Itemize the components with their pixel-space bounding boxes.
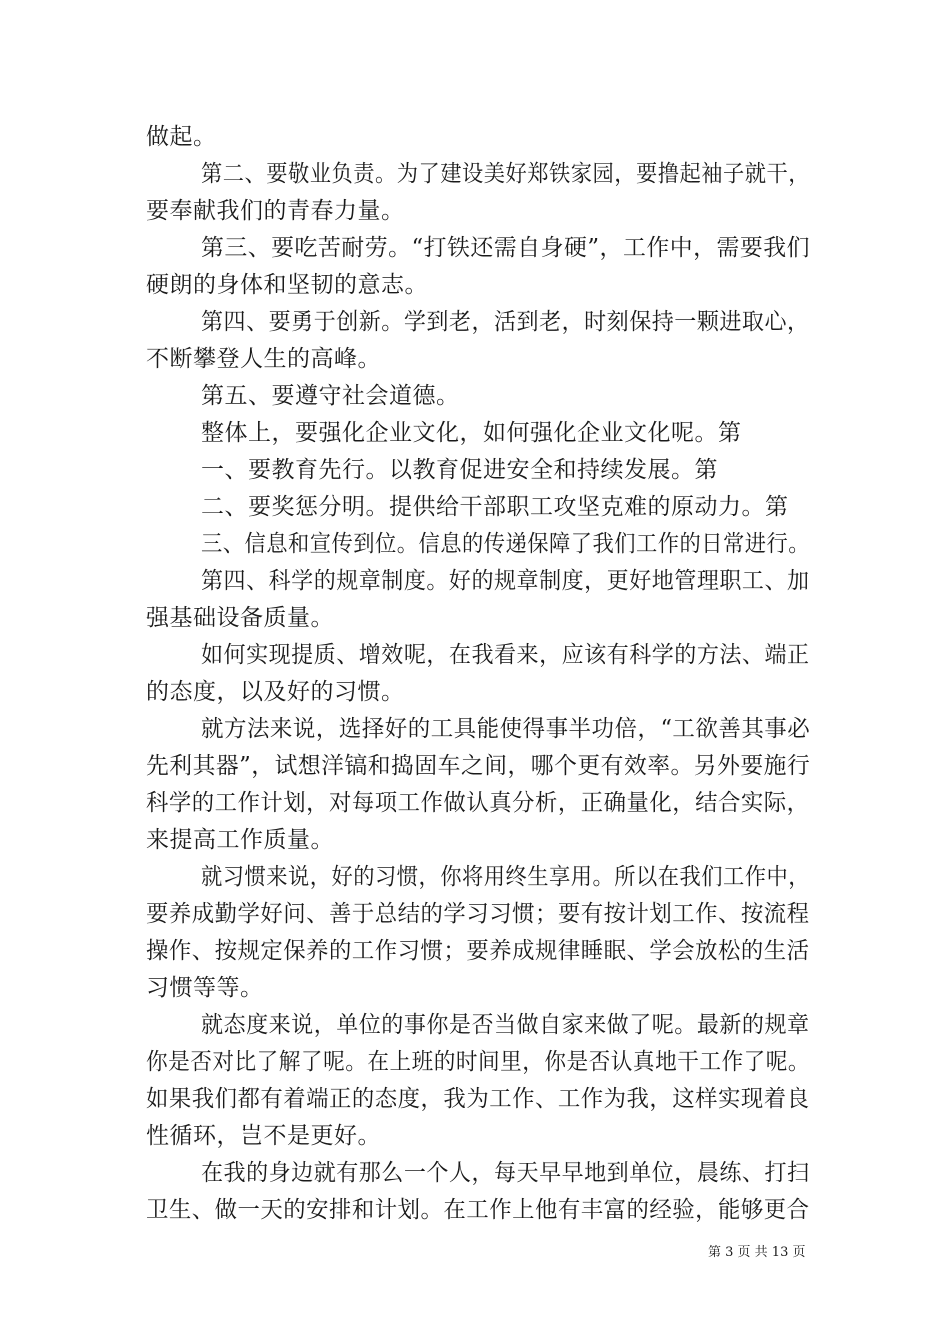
text-line: 就方法来说，选择好的工具能使得事半功倍，“工欲善其事必 xyxy=(201,716,811,742)
text-line: 在我的身边就有那么一个人，每天早早地到单位，晨练、打扫 xyxy=(201,1160,810,1186)
text-line: 就态度来说，单位的事你是否当做自家来做了呢。最新的规章 xyxy=(201,1012,810,1038)
text-line: 的态度，以及好的习惯。 xyxy=(146,679,405,705)
text-line: 你是否对比了解了呢。在上班的时间里，你是否认真地干工作了呢。 xyxy=(146,1049,810,1075)
text-line: 科学的工作计划，对每项工作做认真分析，正确量化，结合实际， xyxy=(146,790,810,816)
text-line: 做起。 xyxy=(146,124,217,150)
text-line: 要奉献我们的青春力量。 xyxy=(146,198,405,224)
text-line: 第五、要遵守社会道德。 xyxy=(201,383,460,409)
text-line: 操作、按规定保养的工作习惯；要养成规律睡眠、学会放松的生活 xyxy=(146,938,810,964)
text-line: 第三、要吃苦耐劳。“打铁还需自身硬”，工作中，需要我们 xyxy=(201,235,811,261)
text-line: 第四、要勇于创新。学到老，活到老，时刻保持一颗进取心， xyxy=(201,309,810,335)
text-line: 强基础设备质量。 xyxy=(146,605,334,631)
text-line: 先利其器”，试想洋镐和捣固车之间，哪个更有效率。另外要施行 xyxy=(146,753,811,779)
text-line: 第四、科学的规章制度。好的规章制度，更好地管理职工、加 xyxy=(201,568,810,594)
text-line: 卫生、做一天的安排和计划。在工作上他有丰富的经验，能够更合 xyxy=(146,1197,810,1223)
text-line: 三、信息和宣传到位。信息的传递保障了我们工作的日常进行。 xyxy=(201,531,810,557)
text-line: 来提高工作质量。 xyxy=(146,827,334,853)
text-line: 要养成勤学好问、善于总结的学习习惯；要有按计划工作、按流程 xyxy=(146,901,810,927)
text-line: 一、要教育先行。以教育促进安全和持续发展。第 xyxy=(201,457,718,483)
text-line: 不断攀登人生的高峰。 xyxy=(146,346,381,372)
text-line: 硬朗的身体和坚韧的意志。 xyxy=(146,272,428,298)
text-line: 性循环，岂不是更好。 xyxy=(146,1123,381,1149)
text-line: 如何实现提质、增效呢，在我看来，应该有科学的方法、端正 xyxy=(201,642,810,668)
text-line: 整体上，要强化企业文化，如何强化企业文化呢。第 xyxy=(201,420,742,446)
page-number: 第 3 页 共 13 页 xyxy=(708,1245,806,1260)
text-line: 第二、要敬业负责。为了建设美好郑铁家园，要撸起袖子就干， xyxy=(201,161,810,187)
text-line: 就习惯来说，好的习惯，你将用终生享用。所以在我们工作中， xyxy=(201,864,810,890)
text-line: 二、要奖惩分明。提供给干部职工攻坚克难的原动力。第 xyxy=(201,494,789,520)
text-line: 如果我们都有着端正的态度，我为工作、工作为我，这样实现着良 xyxy=(146,1086,810,1112)
text-line: 习惯等等。 xyxy=(146,975,264,1001)
